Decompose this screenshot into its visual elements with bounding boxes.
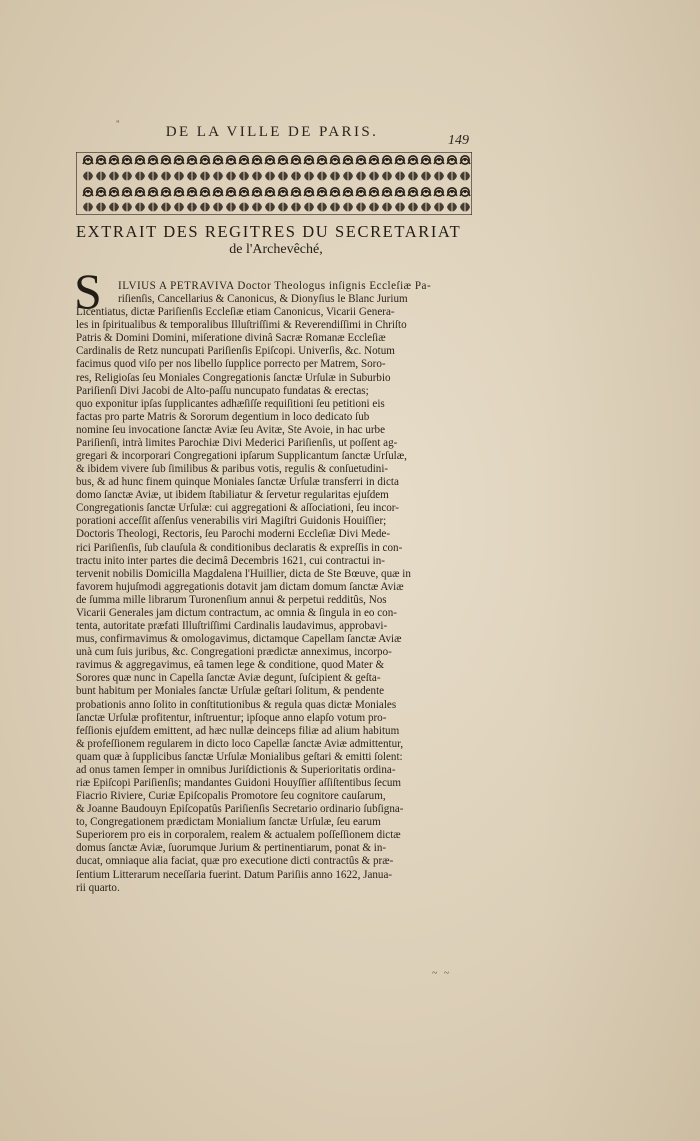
- text-line: & ibidem vivere ſub ſimilibus & paribus votis, regulis & conſuetudini-: [76, 463, 389, 476]
- running-title: DE LA VILLE DE PARIS.: [165, 124, 379, 140]
- text-line: tenta, autoritate præfati Illuſtriſſimi Cardinalis laudavimus, approbavi-: [76, 620, 388, 633]
- text-line: & Joanne Baudouyn Epiſcopatûs Pariſienſis Secretario ordinario ſubſigna-: [76, 803, 404, 816]
- text-line: Doctoris Theologi, Rectoris, ſeu Parochi moderni Eccleſiæ Divi Mede-: [76, 528, 391, 541]
- text-line: & profeſſionem regularem in dicto loco Capellæ ſanctæ Aviæ admittentur,: [76, 737, 404, 750]
- text-line: Vicarii Generales jam dictum contractum, ac omnia & ſingula in eo con-: [76, 606, 397, 619]
- marginal-mark: ": [116, 119, 120, 129]
- text-line: favorem hujuſmodi aggregationis dotavit jam dictam domum ſanctæ Aviæ: [76, 580, 404, 593]
- text-line: bus, & ad hunc finem quinque Moniales ſanctæ Urſulæ transferri in dicta: [76, 476, 399, 489]
- text-line: tervenit nobilis Domicilla Magdalena l'Huillier, dicta de Ste Bœuve, quæ in: [76, 567, 411, 580]
- text-line: riæ Epiſcopi Pariſienſis; mandantes Guidoni Houyſſier aſſiſtentibus ſecum: [76, 776, 402, 789]
- text-line: ILVIUS A PETRAVIVA Doctor Theologus inſignis Eccleſiæ Pa-: [118, 280, 432, 292]
- text-line: ſentium Litterarum neceſſaria fuerint. Datum Pariſiis anno 1622, Janua-: [76, 868, 393, 881]
- text-line: to, Congregationem prædictam Monialium ſanctæ Urſulæ, ſeu earum: [76, 816, 381, 829]
- fleuron-border-icon: [76, 152, 472, 215]
- text-line: Pariſienſi Divi Jacobi de Alto-paſſu nuncupato fundatas & erectas;: [76, 384, 369, 397]
- text-line: rici Pariſienſis, ſub clauſula & conditionibus declaratis & expreſſis in con-: [76, 541, 403, 554]
- text-line: ad onus tamen ſemper in omnibus Juriſdictionis & Superioritatis ordina-: [76, 763, 396, 776]
- text-line: Pariſienſi, intrà limites Parochiæ Divi Mederici Pariſienſis, ut poſſent ag-: [76, 436, 398, 449]
- text-line: rii quarto.: [76, 881, 120, 894]
- text-line: ſanctæ Urſulæ profitentur, inſtruentur; ipſoque anno elapſo votum pro-: [76, 711, 387, 724]
- text-line: facimus quod viſo per nos libello ſupplice porrecto per Matrem, Soro-: [76, 358, 386, 371]
- text-line: domus ſanctæ Aviæ, ſuorumque Jurium & pertinentiarum, ponat & in-: [76, 842, 387, 855]
- text-line: nomine ſeu invocatione ſanctæ Aviæ ſeu Avitæ, Ste Avoie, in hac urbe: [76, 423, 386, 436]
- text-line: factas pro parte Matris & Sororum degentium in loco dedicato ſub: [76, 410, 370, 423]
- page-edge-shading: [540, 0, 700, 1141]
- text-line: Sorores quæ nunc in Capella ſanctæ Aviæ degunt, ſuſcipient & geſta-: [76, 672, 381, 685]
- text-line: domo ſanctæ Aviæ, ut ibidem ſtabiliatur & ſervetur regularitas ejuſdem: [76, 489, 389, 502]
- running-head: [0, 124, 700, 148]
- section-heading: EXTRAIT DES REGITRES DU SECRETARIAT: [76, 222, 462, 241]
- text-line: Superiorem pro eis in corporalem, realem & actualem poſſeſſionem dictæ: [76, 829, 401, 842]
- text-line: ravimus & aggregavimus, eâ tamen lege & conditione, quod Mater &: [76, 659, 385, 672]
- text-line: Congregationis ſanctæ Urſulæ: cui aggregationi & aſſociationi, ſeu incor-: [76, 502, 399, 515]
- decree-body-text: [76, 280, 466, 895]
- text-line: ducat, omniaque alia faciat, quæ pro executione dicti contractûs & præ-: [76, 855, 394, 868]
- text-line: res, Religioſas ſeu Moniales Congregationis ſanctæ Urſulæ in Suburbio: [76, 371, 391, 384]
- drop-cap-initial: S: [74, 263, 102, 319]
- footer-mark: ~ ~: [432, 968, 452, 979]
- text-line: Licentiatus, dictæ Pariſienſis Eccleſiæ etiam Canonicus, Vicarii Genera-: [76, 306, 395, 319]
- text-line: mus, confirmavimus & omologavimus, dictamque Capellam ſanctæ Aviæ: [76, 633, 402, 646]
- printers-ornament-band: [76, 152, 472, 215]
- text-line: bunt habitum per Moniales ſanctæ Urſulæ geſtari ſolitum, & pendente: [76, 685, 385, 698]
- text-line: feſſionis ejuſdem emittent, ad hæc nullæ deinceps filiæ ad alium habitum: [76, 724, 400, 737]
- text-line: probationis anno ſolito in conſtitutionibus & regula quas dictæ Moniales: [76, 698, 397, 711]
- text-line: quam quæ à ſupplicibus ſanctæ Urſulæ Monialibus geſtari & emitti ſolent:: [76, 750, 403, 763]
- text-line: unà cum ſuis juribus, &c. Congregationi prædictæ anneximus, incorpo-: [76, 646, 392, 659]
- text-line: Patris & Domini Domini, miſeratione divinâ Sacræ Romanæ Eccleſiæ: [76, 332, 386, 345]
- text-line: de ſumma mille librarum Turonenſium annui & perpetui redditûs, Nos: [76, 593, 387, 606]
- text-line: tractu inito inter partes die decimâ Decembris 1621, cui contractui in-: [76, 554, 385, 567]
- text-line: porationi acceſſit aſſenſus venerabilis viri Magiſtri Guidonis Houiſſier;: [76, 515, 387, 528]
- text-line: quo exponitur ipſas ſupplicantes adhæſiſſe requiſitioni ſeu petitioni eis: [76, 397, 385, 410]
- text-line: les in ſpiritualibus & temporalibus Illuſtriſſimi & Reverendiſſimi in Chriſto: [76, 319, 407, 332]
- text-line: Cardinalis de Retz nuncupati Pariſienſis Epiſcopi. Univerſis, &c. Notum: [76, 345, 395, 358]
- section-subheading: de l'Archevêché,: [229, 242, 323, 257]
- text-line: gregari & incorporari Congregationi ipſarum Supplicantum ſanctæ Urſulæ,: [76, 450, 407, 463]
- page-number: 149: [448, 133, 469, 148]
- text-line: riſienſis, Cancellarius & Canonicus, & Dionyſius le Blanc Jurium: [118, 293, 408, 306]
- text-line: Fiacrio Riviere, Curiæ Epiſcopalis Promotore ſeu cognitore cauſarum,: [76, 790, 386, 803]
